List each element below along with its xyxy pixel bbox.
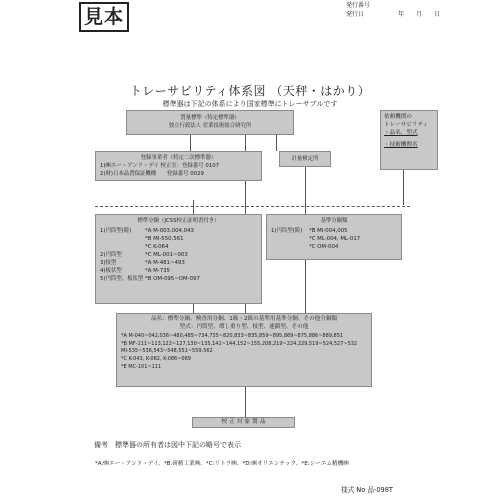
row-label: 2)円筒型	[100, 252, 122, 258]
day-label: 日	[434, 11, 441, 18]
document-subtitle: 標準器は下記の体系により国家標準にトレーサブルです	[162, 100, 338, 108]
row-value: *C OM-004	[309, 244, 339, 250]
row-label	[271, 243, 309, 251]
connector	[190, 135, 191, 151]
row-value: *C ML-004, ML-017	[309, 236, 361, 242]
row-value: *B MI-550,561	[145, 236, 184, 242]
registered-business-box	[95, 151, 262, 181]
form-number: 様式 No 品-098T	[341, 486, 393, 494]
row-value: *C K-064	[145, 244, 169, 250]
list-item	[271, 235, 397, 243]
row-label	[271, 235, 309, 243]
products-subtitle: 型式：円筒型、増し重り型、枝型、連鎖型、その他	[179, 323, 309, 330]
issue-number-label: 発行番号	[346, 2, 371, 9]
national-standard-title: 質量標準（特定標準器）	[180, 115, 240, 121]
row-value: *A M-735	[145, 268, 170, 274]
year-label: 年	[398, 11, 405, 18]
list-item	[100, 251, 257, 259]
connector	[276, 135, 277, 151]
calibration-org-line: ・品名、型式	[384, 130, 418, 136]
calibration-org-box	[380, 110, 438, 170]
calibration-org-line: 依頼機関の	[384, 114, 412, 120]
row-label	[100, 243, 145, 251]
list-item	[100, 243, 257, 251]
row-label: 1)円筒型(鋳)	[271, 228, 303, 234]
list-item	[100, 275, 257, 283]
list-item	[271, 227, 397, 235]
row-value: *C ML-001~003	[145, 252, 188, 258]
row-label: 5)円筒型、板状型	[100, 276, 144, 282]
remarks: 備考 標準器の所有者は図中下記の略号で表示	[94, 441, 241, 449]
connector	[245, 387, 246, 417]
national-standard-box	[126, 110, 294, 135]
national-standard-org: 独立行政法人 産業技術総合研究所	[168, 123, 252, 129]
meter-rule-office-box: 計量検定所	[279, 151, 331, 167]
list-item: *E MC-101~111	[121, 363, 162, 370]
owner-legend: *A:㈱エー・アンド・デイ、*B:研精工業㈱、*C:リトラ㈱、*D:㈱オリエンテック、*E:シーエム精機㈱	[95, 461, 349, 467]
row-value: *A M-481~493	[145, 260, 185, 266]
row-value: *B OM-095~OM-097	[145, 276, 200, 282]
reference-weights-box	[266, 214, 402, 260]
row-value: *B MI-004,005	[309, 228, 348, 234]
row-label: 1)円筒型(鋳)	[100, 228, 132, 234]
connector	[305, 260, 306, 313]
list-item: *A M-040~042,036~480,485~734,735~820,833~835,859~895,869~875,886~889,851	[121, 333, 344, 340]
row-label: 3)枝型	[100, 260, 117, 266]
row-label: 4)板状型	[100, 268, 122, 274]
registered-business-line: 1)㈱エー・アンド・デイ 校正室：登録番号 0107	[100, 163, 220, 169]
calibration-org-line: トレーサビリティ	[384, 122, 429, 128]
issue-date-label: 発行日	[346, 11, 365, 18]
list-item: *C K-043, K-082, K-086~089	[121, 355, 191, 362]
registered-business-title: 登録事業者（特定二次標準器）	[140, 155, 217, 161]
list-item	[100, 259, 257, 267]
list-item: MI-535~536,543~548,551~559,562	[121, 348, 213, 355]
list-item	[100, 227, 257, 235]
registered-business-line: 2)財)日本品質保証機構 登録番号 0029	[100, 171, 204, 177]
products-box	[116, 313, 372, 387]
reference-weights-title: 基準分銅類	[320, 218, 348, 224]
row-label	[100, 235, 145, 243]
document-title: トレーサビリティ体系図 （天秤・はかり）	[129, 84, 371, 98]
standard-weights-title: 標準分銅（JCSS校正証明書付き）	[137, 218, 220, 224]
target-products-box: 校 正 対 象 製 品	[192, 417, 295, 428]
sample-stamp: 見本	[79, 2, 129, 32]
list-item	[100, 267, 257, 275]
month-label: 月	[416, 11, 423, 18]
calibration-org-line: ・技術機関名	[384, 142, 418, 148]
separator-line	[95, 206, 410, 207]
list-item: *B MF-111~113,122~127,130~135,141~144,152~155,208,219~224,229,519~524,527~532	[121, 340, 358, 347]
row-value: *A M-003,004,043	[145, 228, 194, 234]
standard-weights-box	[95, 214, 262, 304]
products-title: 品名：標準分銅、検査用分銅、1級・2級の基準用基準分銅、その他分銅類	[150, 316, 338, 322]
list-item	[100, 235, 257, 243]
list-item	[271, 243, 397, 251]
